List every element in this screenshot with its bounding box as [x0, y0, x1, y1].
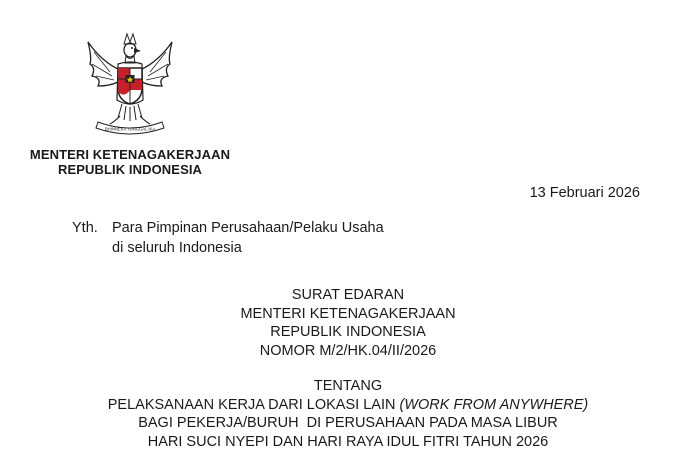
garuda-pancasila-emblem-icon — [80, 30, 180, 138]
circular-line-4: NOMOR M/2/HK.04/II/2026 — [259, 342, 437, 359]
addressee-line-2: di seluruh Indonesia — [112, 240, 242, 256]
circular-line-1: SURAT EDARAN — [291, 287, 405, 303]
subject-line-2: BAGI PEKERJA/BURUH DI PERUSAHAAN PADA MASA LIBUR — [138, 415, 558, 431]
ministry-line-1: MENTERI KETENAGAKERJAAN — [29, 147, 231, 162]
letterhead-ministry — [8, 147, 252, 177]
addressee-prefix: Yth. — [72, 220, 98, 236]
subject-line-1-italic: (WORK FROM ANYWHERE) — [399, 396, 589, 413]
addressee-block — [72, 218, 384, 258]
subject-line-3: HARI SUCI NYEPI DAN HARI RAYA IDUL FITRI TAHUN 2026 — [147, 433, 549, 450]
circular-subject — [0, 377, 696, 451]
subject-label: TENTANG — [313, 378, 383, 394]
circular-line-3: REPUBLIK INDONESIA — [270, 324, 426, 340]
emblem-motto: BHINNEKA TUNGGAL IKA — [104, 126, 156, 132]
ministry-line-2: REPUBLIK INDONESIA — [57, 162, 203, 177]
circular-title — [0, 286, 696, 360]
addressee-line-1: Para Pimpinan Perusahaan/Pelaku Usaha — [112, 220, 384, 236]
letter-date: 13 Februari 2026 — [529, 185, 640, 201]
circular-line-2: MENTERI KETENAGAKERJAAN — [240, 305, 456, 322]
subject-line-1-normal: PELAKSANAAN KERJA DARI LOKASI LAIN — [107, 396, 400, 413]
subject-line-1 — [0, 396, 696, 415]
